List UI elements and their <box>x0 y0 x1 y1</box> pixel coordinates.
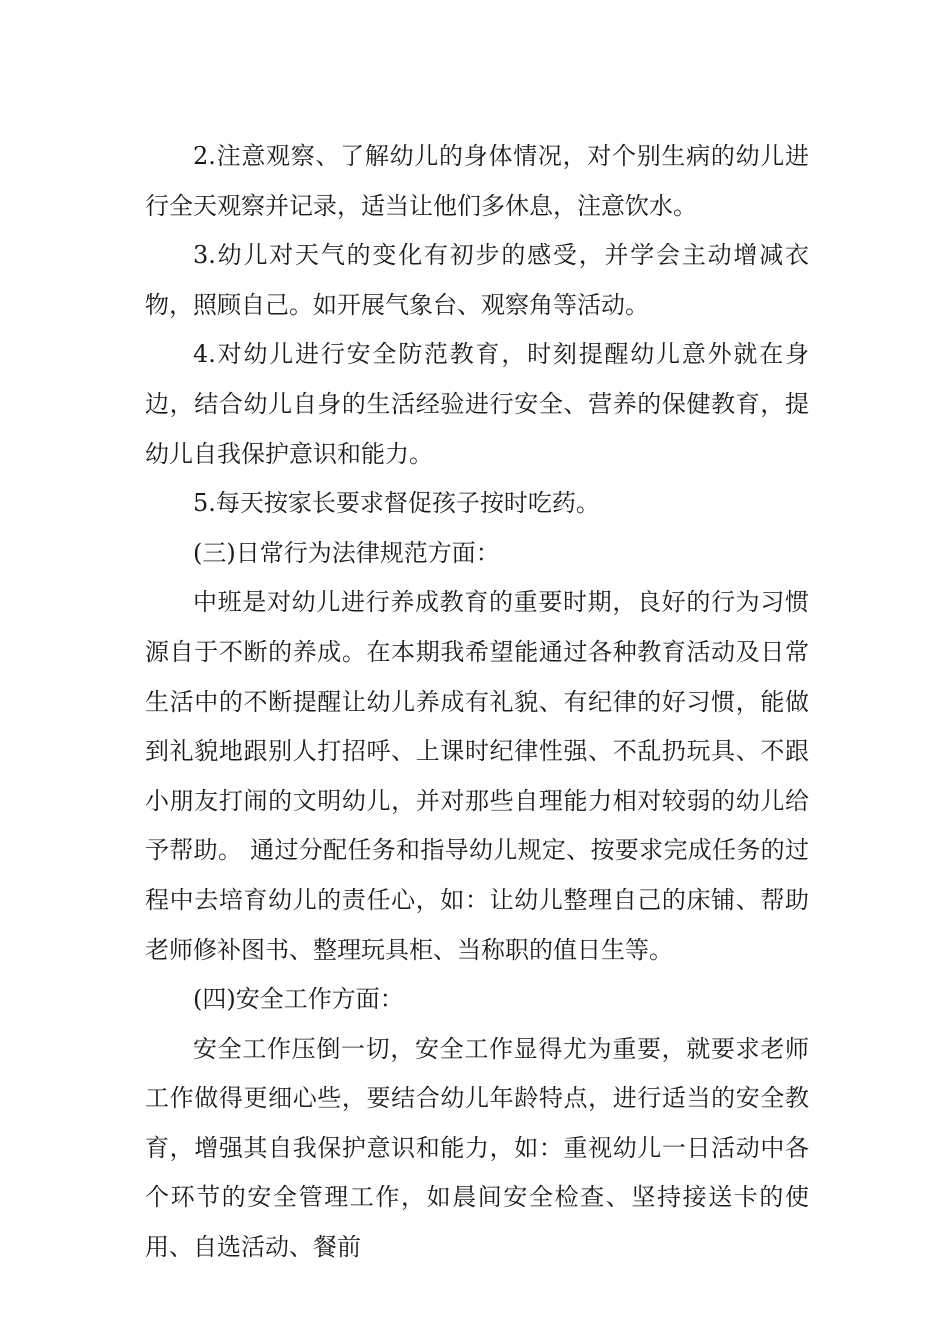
paragraph-behavior-habits: 中班是对幼儿进行养成教育的重要时期，良好的行为习惯源自于不断的养成。在本期我希望能通过各种教育活动及日常生活中的不断提醒让幼儿养成有礼貌、有纪律的好习惯，能做到礼貌地跟别人打招呼、上课时纪律性强、不乱扔玩具、不跟小朋友打闹的文明幼儿，并对那些自理能力相对较弱的幼儿给予帮助。 通过分配任务和指导幼儿规定、按要求完成任务的过程中去培育幼儿的责任心，如：让幼儿整理自己的床铺、帮助老师修补图书、整理玩具柜、当称职的值日生等。 <box>145 588 809 964</box>
paragraph-safety-education: 4.对幼儿进行安全防范教育，时刻提醒幼儿意外就在身边，结合幼儿自身的生活经验进行安全、营养的保健教育，提幼儿自我保护意识和能力。 <box>145 340 809 468</box>
paragraph-medicine: 5.每天按家长要求督促孩子按时吃药。 <box>193 489 600 518</box>
paragraph-weather-clothing: 3.幼儿对天气的变化有初步的感受，并学会主动增减衣物，照顾自己。如开展气象台、观察角等活动。 <box>145 241 809 319</box>
section-heading-behavior: (三)日常行为法律规范方面： <box>193 538 500 567</box>
document-body <box>145 132 809 1273</box>
section-heading-safety: (四)安全工作方面： <box>193 985 404 1014</box>
paragraph-safety-work: 安全工作压倒一切，安全工作显得尤为重要，就要求老师工作做得更细心些，要结合幼儿年龄特点，进行适当的安全教育，增强其自我保护意识和能力，如：重视幼儿一日活动中各个环节的安全管理工作，如晨间安全检查、坚持接送卡的使用、自选活动、餐前 <box>145 1034 809 1262</box>
paragraph-health-observation: 2.注意观察、了解幼儿的身体情况，对个别生病的幼儿进行全天观察并记录，适当让他们多休息，注意饮水。 <box>145 142 809 220</box>
